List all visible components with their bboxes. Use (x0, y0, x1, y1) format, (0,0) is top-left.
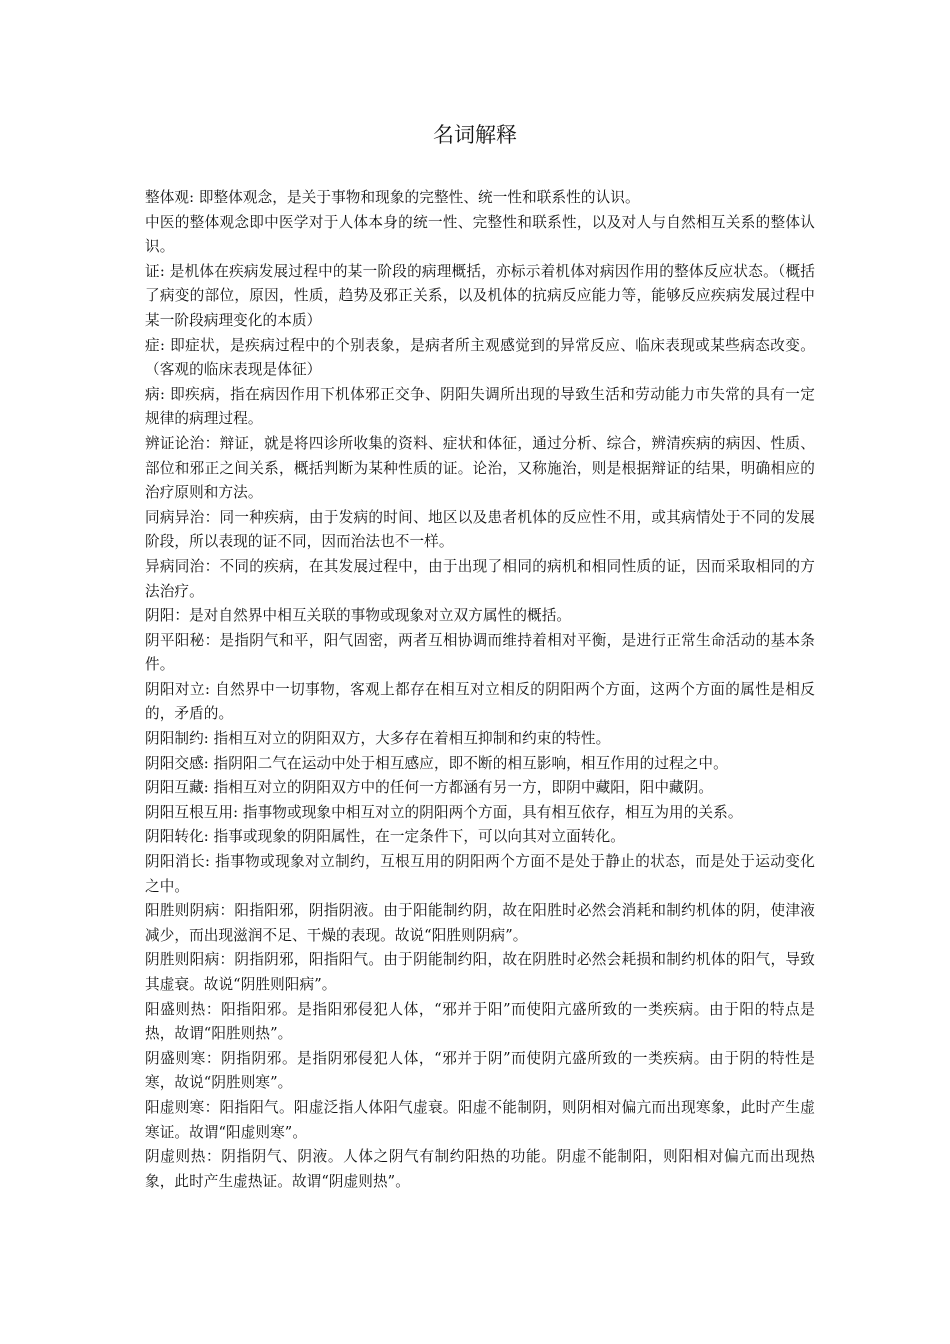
definition-paragraph: 中医的整体观念即中医学对于人体本身的统一性、完整性和联系性，以及对人与自然相互关系的整体认识。 (145, 213, 815, 256)
page-title: 名词解释 (433, 123, 517, 147)
definition-paragraph: 阴阳消长: 指事物或现象对立制约，互根互用的阴阳两个方面不是处于静止的状态，而是处于运动变化之中。 (145, 853, 815, 895)
definition-paragraph: 证: 是机体在疾病发展过程中的某一阶段的病理概括，亦标示着机体对病因作用的整体反应状态。（概括了病变的部位，原因，性质，趋势及邪正关系，以及机体的抗病反应能力等，能够反应疾病发展过程中某一阶段病理变化的本质） (145, 262, 815, 329)
definition-paragraph: 阴阳制约: 指相互对立的阴阳双方，大多存在着相互抑制和约束的特性。 (145, 730, 611, 748)
definition-list (145, 186, 815, 1194)
definition-paragraph: 阴虚则热：阴指阴气、阴液。人体之阴气有制约阳热的功能。阴虚不能制阳，则阳相对偏亢而出现热象，此时产生虚热证。故谓“阴虚则热”。 (145, 1148, 815, 1190)
definition-paragraph: 辨证论治：辩证，就是将四诊所收集的资料、症状和体征，通过分析、综合，辨清疾病的病因、性质、部位和邪正之间关系，概括判断为某种性质的证。论治，又称施治，则是根据辩证的结果，明确相应的治疗原则和方法。 (145, 434, 815, 502)
definition-paragraph: 异病同治：不同的疾病，在其发展过程中，由于出现了相同的病机和相同性质的证，因而采取相同的方法治疗。 (145, 557, 815, 600)
definition-paragraph: 病: 即疾病，指在病因作用下机体邪正交争、阴阳失调所出现的导致生活和劳动能力市失常的具有一定规律的病理过程。 (145, 385, 815, 428)
definition-paragraph: 整体观: 即整体观念，是关于事物和现象的完整性、统一性和联系性的认识。 (145, 189, 640, 206)
definition-paragraph: 阳盛则热：阳指阳邪。是指阳邪侵犯人体，“邪并于阳”而使阳亢盛所致的一类疾病。由于阳的特点是热，故谓“阳胜则热”。 (145, 1000, 815, 1043)
definition-paragraph: 同病异治：同一种疾病，由于发病的时间、地区以及患者机体的反应性不用，或其病情处于不同的发展阶段，所以表现的证不同，因而治法也不一样。 (145, 508, 815, 551)
definition-paragraph: 阴阳互藏: 指相互对立的阴阳双方中的任何一方都涵有另一方，即阴中藏阳，阳中藏阴。 (145, 779, 714, 797)
definition-paragraph: 阴阳：是对自然界中相互关联的事物或现象对立双方属性的概括。 (145, 607, 572, 625)
definition-paragraph: 阳胜则阴病：阳指阳邪，阴指阴液。由于阳能制约阴，故在阳胜时必然会消耗和制约机体的阴，使津液减少，而出现滋润不足、干燥的表现。故说“阳胜则阴病”。 (145, 902, 815, 944)
definition-paragraph: 阳虚则寒：阳指阳气。阳虚泛指人体阳气虚衰。阳虚不能制阴，则阴相对偏亢而出现寒象，此时产生虚寒证。故谓“阳虚则寒”。 (145, 1098, 815, 1141)
definition-paragraph: 阴阳交感: 指阴阳二气在运动中处于相互感应，即不断的相互影响，相互作用的过程之中。 (145, 754, 728, 772)
definition-paragraph: 阴阳转化: 指事或现象的阴阳属性，在一定条件下，可以向其对立面转化。 (145, 828, 625, 846)
definition-paragraph: 阴阳对立: 自然界中一切事物，客观上都存在相互对立相反的阴阳两个方面，这两个方面的属性是相反的，矛盾的。 (145, 680, 815, 723)
definition-paragraph: 阴平阳秘：是指阴气和平，阳气固密，两者互相协调而维持着相对平衡，是进行正常生命活动的基本条件。 (145, 631, 815, 674)
definition-paragraph: 阴阳互根互用: 指事物或现象中相互对立的阴阳两个方面，具有相互依存，相互为用的关系。 (145, 803, 743, 821)
definition-paragraph: 阴胜则阳病：阴指阴邪，阳指阳气。由于阴能制约阳，故在阴胜时必然会耗损和制约机体的阳气，导致其虚衰。故说“阴胜则阳病”。 (145, 951, 815, 993)
definition-paragraph: 症: 即症状，是疾病过程中的个别表象，是病者所主观感觉到的异常反应、临床表现或某些病态改变。（客观的临床表现是体征） (145, 336, 815, 379)
definition-paragraph: 阴盛则寒：阴指阴邪。是指阴邪侵犯人体，“邪并于阴”而使阴亢盛所致的一类疾病。由于阴的特性是寒，故说“阴胜则寒”。 (145, 1049, 815, 1092)
